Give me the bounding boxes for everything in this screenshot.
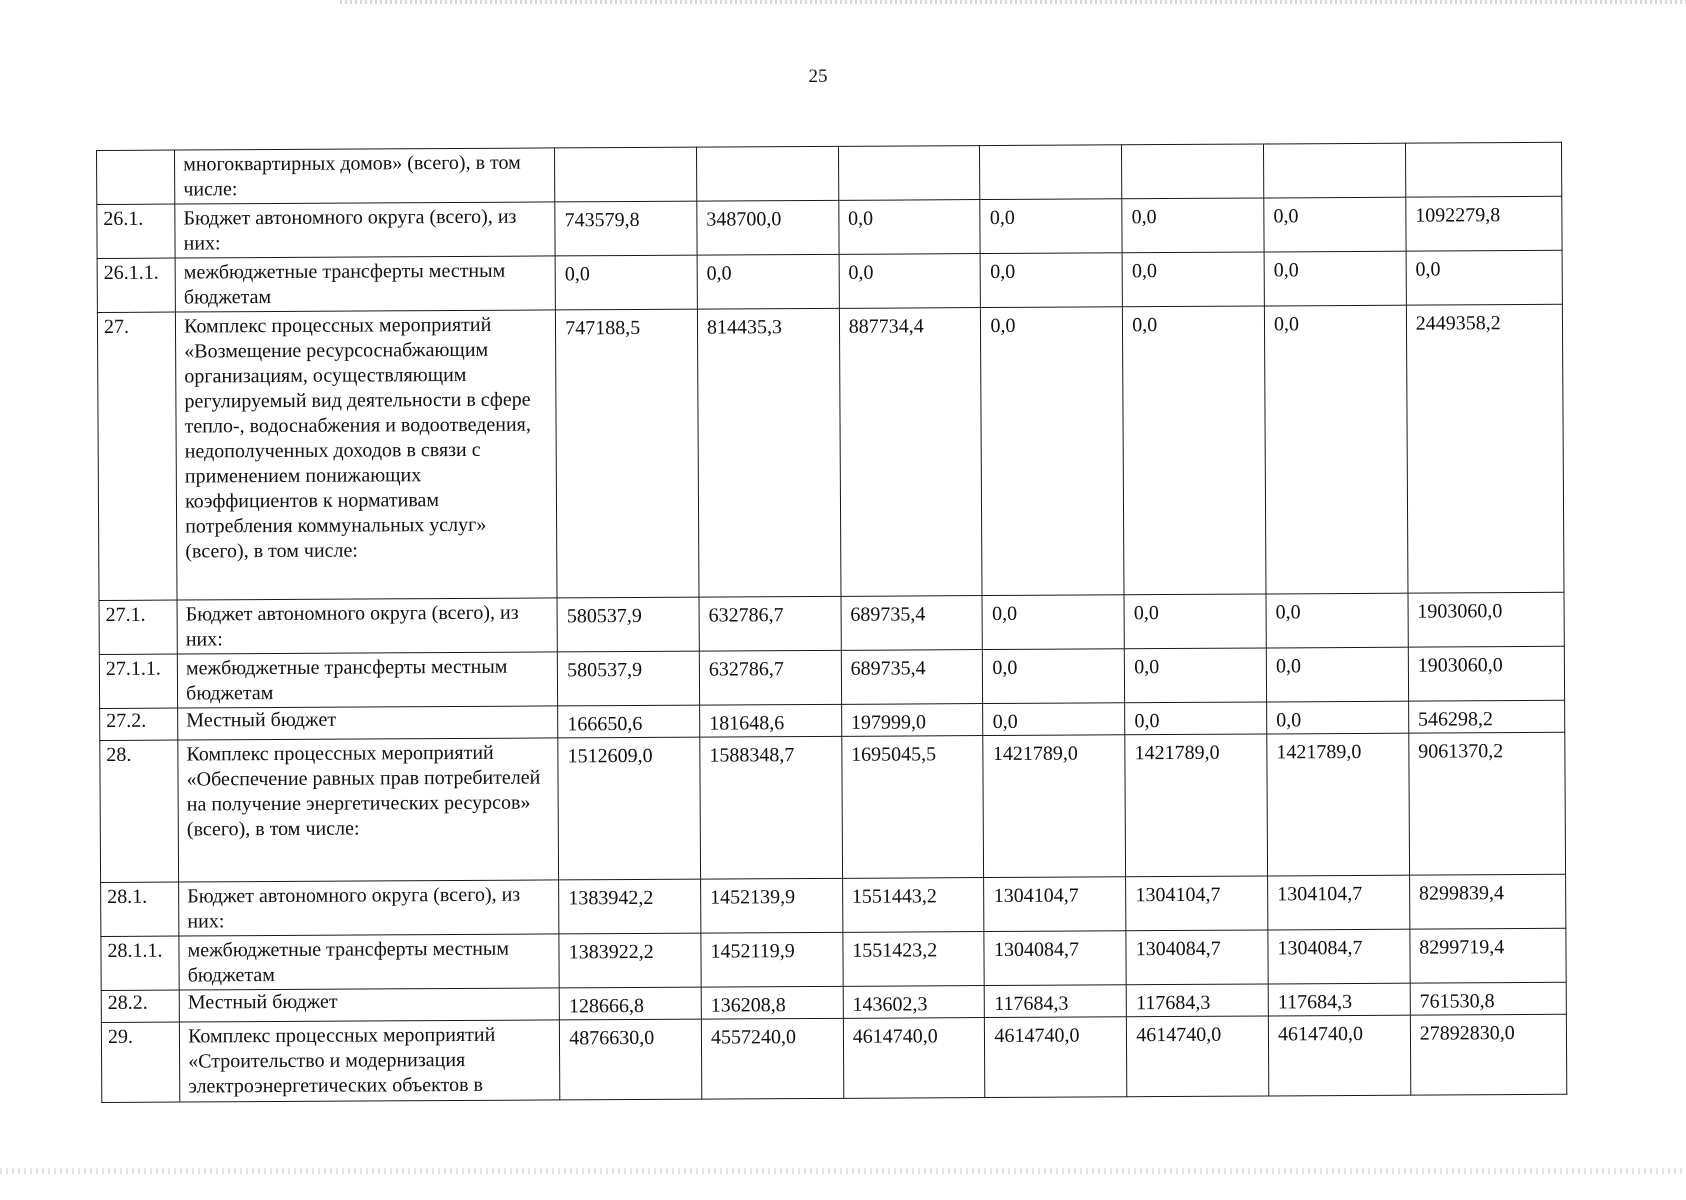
value-cell-year-4: 1304084,7 [984, 931, 1126, 986]
value-cell-year-3: 4614740,0 [843, 1018, 985, 1099]
value-cell-year-1: 580537,9 [557, 597, 699, 652]
value-cell-year-6: 0,0 [1264, 197, 1406, 252]
row-code-cell: 28. [100, 740, 179, 882]
value-cell-year-1: 747188,5 [556, 309, 699, 598]
table-row [99, 592, 1564, 654]
value-cell-total: 9061370,2 [1409, 732, 1566, 875]
value-cell-year-5: 0,0 [1125, 702, 1267, 735]
row-name-cell: Бюджет автономного округа (всего), из них: [179, 880, 559, 936]
value-cell-year-2: 632786,7 [699, 650, 841, 705]
row-name-cell: многоквартирных домов» (всего), в том числе: [175, 148, 555, 204]
row-name-cell: межбюджетные трансферты местным бюджетам [179, 934, 559, 990]
value-cell-total: 8299839,4 [1409, 874, 1566, 929]
value-cell-year-6: 4614740,0 [1268, 1015, 1410, 1096]
table-row [99, 646, 1564, 708]
value-cell-year-6 [1264, 143, 1406, 198]
row-code-cell: 27.1.1. [99, 654, 177, 708]
value-cell-year-4: 0,0 [982, 595, 1124, 650]
row-code-cell: 29. [101, 1022, 180, 1102]
value-cell-year-2: 814435,3 [697, 308, 840, 597]
table-row [100, 732, 1566, 882]
value-cell-year-2: 348700,0 [697, 200, 839, 255]
value-cell-year-6: 1304084,7 [1268, 929, 1410, 984]
table-row [97, 304, 1564, 600]
table-row [101, 928, 1566, 990]
value-cell-total: 546298,2 [1408, 700, 1564, 733]
value-cell-year-1: 743579,8 [555, 201, 697, 256]
value-cell-year-5: 1421789,0 [1125, 734, 1268, 877]
value-cell-year-4: 0,0 [981, 307, 1124, 596]
table-row [97, 196, 1562, 258]
value-cell-year-4: 0,0 [983, 703, 1125, 736]
row-name-cell: Комплекс процессных мероприятий «Обеспечение равных прав потребителей на получение энергетических ресурсов» (всего), в том числе: [178, 738, 559, 882]
table-row [101, 1014, 1566, 1102]
value-cell-year-1: 166650,6 [558, 705, 700, 738]
value-cell-year-4: 4614740,0 [985, 1017, 1127, 1098]
value-cell-total: 1903060,0 [1408, 592, 1565, 647]
value-cell-total: 0,0 [1406, 250, 1563, 305]
value-cell-year-1: 1512609,0 [558, 737, 701, 880]
value-cell-total: 761530,8 [1410, 982, 1566, 1015]
value-cell-year-3 [838, 146, 980, 201]
value-cell-year-5: 0,0 [1124, 594, 1266, 649]
value-cell-year-4: 0,0 [981, 253, 1123, 308]
value-cell-year-5: 117684,3 [1126, 984, 1268, 1017]
value-cell-total: 27892830,0 [1410, 1014, 1567, 1095]
row-code-cell: 28.1.1. [101, 936, 179, 990]
row-name-cell: Комплекс процессных мероприятий «Строительство и модернизация электроэнергетических объектов в [179, 1020, 560, 1102]
value-cell-year-2: 1452119,9 [701, 932, 843, 987]
value-cell-year-2: 632786,7 [699, 596, 841, 651]
row-code-cell: 28.2. [101, 990, 179, 1022]
value-cell-year-5: 1304104,7 [1126, 876, 1268, 931]
value-cell-year-3: 689735,4 [841, 650, 983, 705]
value-cell-year-2: 0,0 [697, 254, 839, 309]
value-cell-year-4 [980, 145, 1122, 200]
row-code-cell: 27.1. [99, 600, 177, 654]
budget-table [96, 142, 1567, 1103]
row-code-cell: 26.1. [97, 204, 175, 258]
value-cell-year-2: 4557240,0 [701, 1018, 843, 1099]
value-cell-year-1: 4876630,0 [560, 1019, 702, 1100]
table-row [97, 142, 1562, 204]
value-cell-year-3: 1551443,2 [842, 878, 984, 933]
value-cell-year-2: 181648,6 [700, 704, 842, 737]
row-code-cell [97, 150, 175, 204]
value-cell-year-6: 0,0 [1267, 701, 1409, 734]
value-cell-year-5: 1304084,7 [1126, 930, 1268, 985]
row-code-cell: 26.1.1. [97, 258, 175, 312]
value-cell-year-3: 0,0 [839, 200, 981, 255]
value-cell-year-1: 0,0 [555, 255, 697, 310]
value-cell-year-6: 0,0 [1264, 251, 1406, 306]
scan-edge-bottom [0, 1168, 1686, 1174]
table-row [97, 250, 1562, 312]
row-code-cell: 28.1. [101, 882, 179, 936]
row-name-cell: Комплекс процессных мероприятий «Возмещение ресурсоснабжающим организациям, осуществляющим регулируемый вид деятельности в сфере тепло-, водоснабжения и водоотведения, недополученных доходов в связи с применением понижающих коэффициентов к нормативам потребления коммунальных услуг» (всего), в том числе: [175, 310, 557, 600]
value-cell-year-5: 0,0 [1122, 252, 1264, 307]
value-cell-year-1: 1383942,2 [559, 879, 701, 934]
value-cell-year-6: 1304104,7 [1268, 875, 1410, 930]
value-cell-year-5: 0,0 [1123, 306, 1266, 595]
value-cell-year-4: 117684,3 [985, 985, 1127, 1018]
value-cell-year-3: 689735,4 [841, 596, 983, 651]
value-cell-year-6: 0,0 [1264, 305, 1407, 594]
table-row [101, 874, 1566, 936]
row-code-cell: 27. [97, 312, 177, 600]
value-cell-total: 1092279,8 [1406, 196, 1563, 251]
row-name-cell: Бюджет автономного округа (всего), из них: [175, 202, 555, 258]
value-cell-year-2: 1452139,9 [701, 878, 843, 933]
value-cell-year-5: 0,0 [1122, 198, 1264, 253]
value-cell-total: 8299719,4 [1410, 928, 1567, 983]
value-cell-year-3: 1551423,2 [843, 932, 985, 987]
value-cell-year-5: 4614740,0 [1127, 1016, 1269, 1097]
value-cell-year-3: 1695045,5 [842, 736, 985, 879]
scan-edge-top [340, 0, 1686, 4]
value-cell-year-5 [1122, 144, 1264, 199]
value-cell-year-2 [696, 146, 838, 201]
row-name-cell: межбюджетные трансферты местным бюджетам [177, 652, 557, 708]
value-cell-year-6: 0,0 [1266, 593, 1408, 648]
page-number: 25 [808, 66, 828, 87]
value-cell-year-5: 0,0 [1125, 648, 1267, 703]
value-cell-year-4: 1421789,0 [983, 735, 1126, 878]
value-cell-year-2: 1588348,7 [700, 736, 843, 879]
value-cell-year-4: 1304104,7 [984, 877, 1126, 932]
value-cell-year-4: 0,0 [980, 199, 1122, 254]
row-name-cell: Местный бюджет [179, 988, 559, 1022]
row-code-cell: 27.2. [100, 708, 178, 740]
row-name-cell: Бюджет автономного округа (всего), из них: [177, 598, 557, 654]
value-cell-year-1 [555, 147, 697, 202]
value-cell-year-3: 887734,4 [839, 308, 982, 597]
value-cell-year-1: 1383922,2 [559, 933, 701, 988]
value-cell-year-2: 136208,8 [701, 986, 843, 1019]
value-cell-year-6: 117684,3 [1268, 983, 1410, 1016]
value-cell-year-1: 128666,8 [559, 987, 701, 1020]
row-name-cell: межбюджетные трансферты местным бюджетам [175, 256, 555, 312]
row-name-cell: Местный бюджет [178, 706, 558, 740]
table-body [97, 142, 1567, 1102]
value-cell-year-1: 580537,9 [557, 651, 699, 706]
value-cell-year-3: 0,0 [839, 254, 981, 309]
value-cell-year-4: 0,0 [983, 649, 1125, 704]
value-cell-year-6: 0,0 [1266, 647, 1408, 702]
value-cell-year-6: 1421789,0 [1267, 733, 1410, 876]
value-cell-total: 2449358,2 [1406, 304, 1564, 593]
value-cell-year-3: 143602,3 [843, 986, 985, 1019]
value-cell-year-3: 197999,0 [841, 704, 983, 737]
value-cell-total [1405, 142, 1562, 197]
value-cell-total: 1903060,0 [1408, 646, 1565, 701]
